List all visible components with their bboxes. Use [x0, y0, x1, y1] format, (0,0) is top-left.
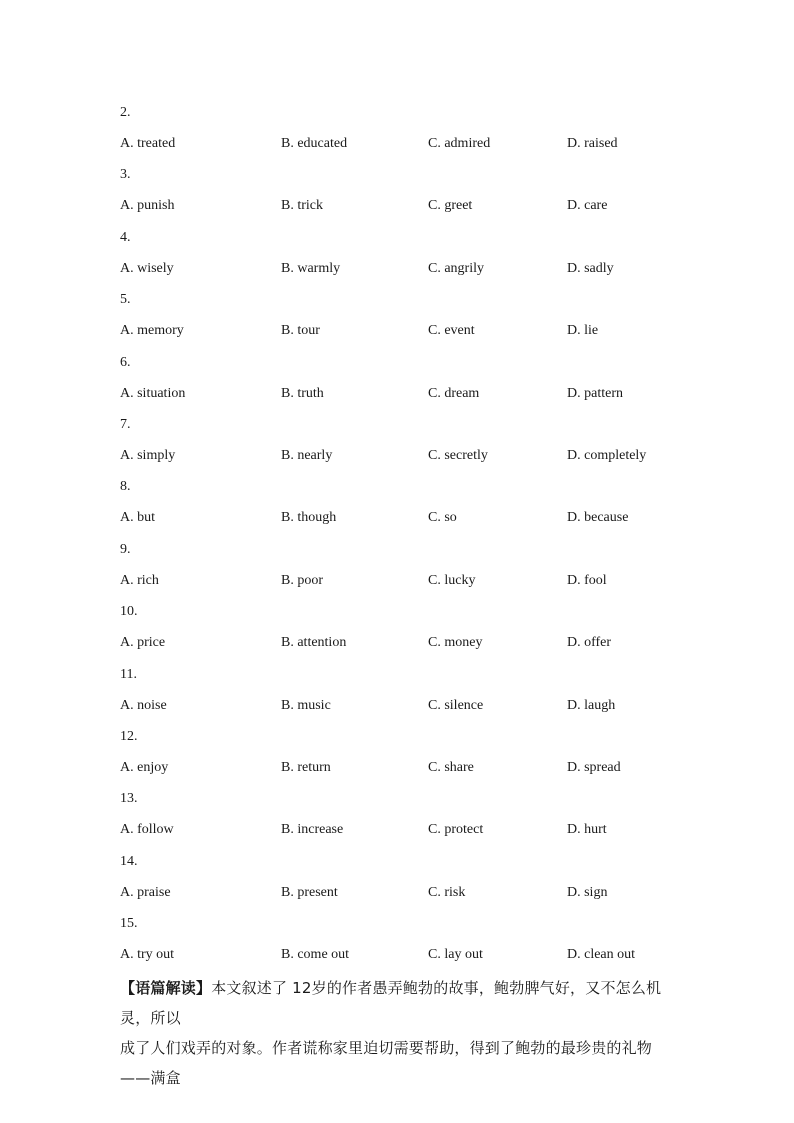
option-c: C. silence — [428, 697, 484, 713]
question-number: 11. — [120, 666, 137, 682]
option-c: C. risk — [428, 884, 466, 900]
question-item — [120, 784, 680, 846]
option-row — [120, 572, 680, 590]
option-d: D. fool — [567, 572, 607, 588]
question-number: 7. — [120, 416, 131, 432]
option-c: C. lay out — [428, 947, 483, 963]
option-a: A. price — [120, 635, 166, 651]
option-c: C. event — [428, 323, 475, 339]
option-c: C. greet — [428, 198, 473, 214]
option-d: D. because — [567, 510, 629, 526]
question-item — [120, 535, 680, 597]
option-b: B. tour — [281, 323, 320, 339]
question-number: 5. — [120, 292, 131, 308]
question-number: 9. — [120, 541, 131, 557]
option-b: B. truth — [281, 385, 324, 401]
question-number: 6. — [120, 354, 131, 370]
option-a: A. follow — [120, 822, 174, 838]
question-item — [120, 597, 680, 659]
question-number: 14. — [120, 853, 138, 869]
option-c: C. protect — [428, 822, 484, 838]
option-row — [120, 135, 680, 153]
option-a: A. enjoy — [120, 759, 169, 775]
option-d: D. sign — [567, 884, 608, 900]
option-b: B. music — [281, 697, 331, 713]
option-b: B. come out — [281, 947, 350, 963]
question-item — [120, 660, 680, 722]
option-a: A. noise — [120, 697, 167, 713]
option-b: B. nearly — [281, 447, 333, 463]
option-a: A. rich — [120, 572, 159, 588]
option-row — [120, 821, 680, 839]
question-number: 13. — [120, 791, 138, 807]
option-d: D. pattern — [567, 385, 623, 401]
option-d: D. clean out — [567, 947, 636, 963]
option-a: A. punish — [120, 198, 175, 214]
question-number: 4. — [120, 229, 131, 245]
option-d: D. raised — [567, 136, 618, 151]
question-number: 8. — [120, 479, 131, 495]
option-row — [120, 260, 680, 278]
option-b: B. warmly — [281, 260, 341, 276]
option-a: A. try out — [120, 947, 175, 963]
question-item — [120, 285, 680, 347]
option-c: C. angrily — [428, 260, 484, 276]
option-d: D. spread — [567, 759, 621, 775]
option-c: C. share — [428, 759, 474, 775]
option-d: D. completely — [567, 447, 647, 463]
option-c: C. lucky — [428, 572, 476, 588]
option-a: A. simply — [120, 447, 176, 463]
option-a: A. praise — [120, 884, 171, 900]
option-row — [120, 385, 680, 403]
option-d: D. care — [567, 198, 608, 214]
question-item — [120, 847, 680, 909]
option-c: C. dream — [428, 385, 480, 401]
option-row — [120, 509, 680, 527]
question-item — [120, 98, 680, 160]
option-b: B. though — [281, 510, 337, 526]
option-a: A. but — [120, 510, 155, 526]
question-number: 12. — [120, 728, 138, 744]
question-item — [120, 472, 680, 534]
option-d: D. sadly — [567, 260, 614, 276]
analysis-text-1: 本文叙述了 12岁的作者愚弄鲍勃的故事，鲍勃脾气好，又不怎么机灵，所以 — [120, 979, 662, 1027]
question-item — [120, 160, 680, 222]
option-a: A. situation — [120, 385, 186, 401]
option-row — [120, 322, 680, 340]
option-c: C. money — [428, 635, 483, 651]
question-list — [120, 98, 680, 971]
option-a: A. memory — [120, 323, 184, 339]
question-number: 15. — [120, 916, 138, 932]
option-d: D. offer — [567, 635, 612, 651]
option-b: B. return — [281, 759, 331, 775]
question-item — [120, 223, 680, 285]
option-a: A. wisely — [120, 260, 174, 276]
option-b: B. trick — [281, 198, 323, 214]
option-d: D. laugh — [567, 697, 616, 713]
passage-analysis — [120, 973, 680, 1093]
question-item — [120, 722, 680, 784]
option-b: B. poor — [281, 572, 323, 588]
option-b: B. increase — [281, 822, 344, 838]
analysis-line-1 — [120, 973, 680, 1033]
option-row — [120, 447, 680, 465]
option-d: D. lie — [567, 323, 599, 339]
question-number: 2. — [120, 105, 131, 120]
option-d: D. hurt — [567, 822, 607, 838]
option-row — [120, 759, 680, 777]
option-row — [120, 884, 680, 902]
option-c: C. admired — [428, 136, 491, 151]
option-row — [120, 197, 680, 215]
analysis-tag: 【语篇解读】 — [120, 979, 212, 997]
option-b: B. educated — [281, 136, 348, 151]
option-row — [120, 697, 680, 715]
option-row — [120, 946, 680, 964]
question-item — [120, 348, 680, 410]
analysis-line-2: 成了人们戏弄的对象。作者谎称家里迫切需要帮助，得到了鲍勃的最珍贵的礼物——满盒 — [120, 1039, 653, 1087]
option-b: B. present — [281, 884, 338, 900]
option-c: C. so — [428, 510, 457, 526]
option-a: A. treated — [120, 136, 176, 151]
question-item — [120, 909, 680, 971]
option-b: B. attention — [281, 635, 347, 651]
question-item — [120, 410, 680, 472]
question-number: 10. — [120, 604, 138, 620]
option-row — [120, 634, 680, 652]
question-number: 3. — [120, 167, 131, 183]
option-c: C. secretly — [428, 447, 488, 463]
